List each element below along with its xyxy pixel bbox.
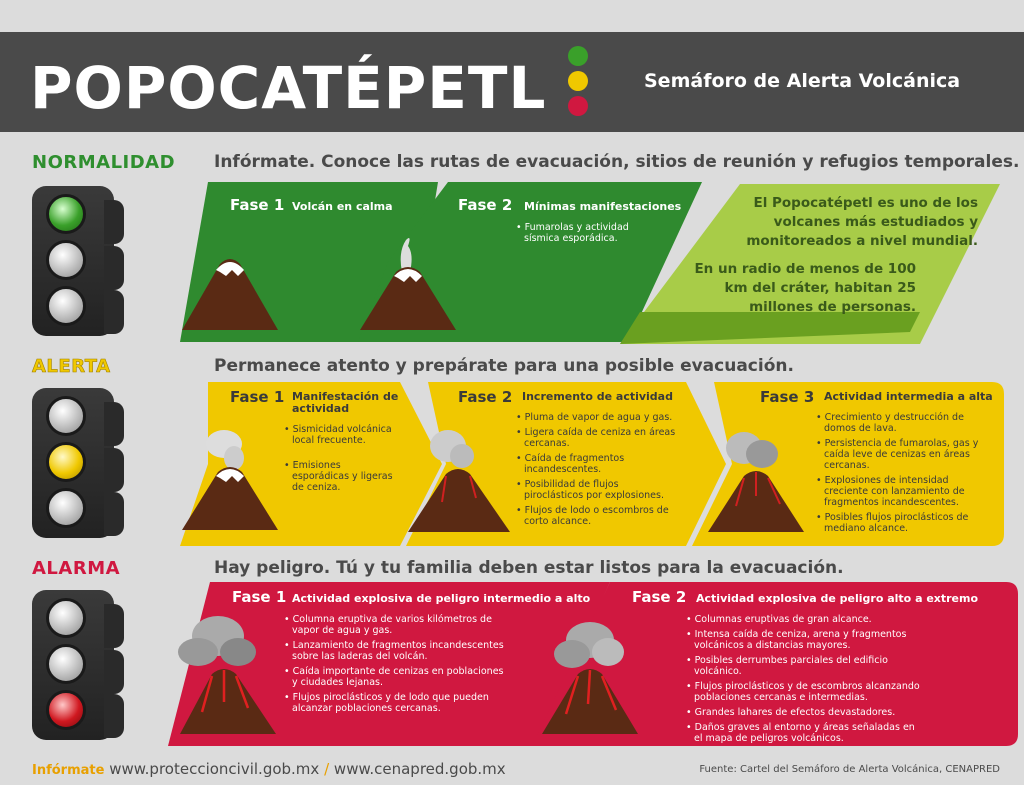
list-item: • Columnas eruptivas de gran alcance. [686, 614, 922, 625]
list-item: • Posibles derrumbes parciales del edificio volcánico. [686, 655, 922, 677]
yellow-dot-icon [568, 71, 588, 91]
list-item: • Grandes lahares de efectos devastadores. [686, 707, 922, 718]
normalidad-headline: Infórmate. Conoce las rutas de evacuación, sitios de reunión y refugios temporales. [214, 152, 1020, 172]
light-on-icon [46, 442, 86, 482]
red-dot-icon [568, 96, 588, 116]
phase-label: Fase 1 [230, 196, 285, 214]
info-text-2: En un radio de menos de 100 km del cráter, habitan 25 millones de personas. [694, 261, 916, 315]
phase-title: Manifestación de actividad [292, 390, 399, 415]
footer-separator: / [324, 760, 330, 778]
phase-title: Volcán en calma [292, 200, 393, 213]
bullet-list [516, 412, 676, 531]
list-item: • Flujos piroclásticos y de lodo que pueden alcanzar poblaciones cercanas. [284, 692, 504, 714]
footer-link-cenapred[interactable]: www.cenapred.gob.mx [333, 760, 506, 778]
volcano-plume-icon [406, 422, 512, 534]
alerta-fase3-card [692, 382, 1004, 546]
alerta-headline: Permanece atento y prepárate para una posible evacuación. [214, 356, 794, 376]
phase-title: Actividad explosiva de peligro alto a extremo [696, 592, 979, 605]
alarma-headline: Hay peligro. Tú y tu familia deben estar listos para la evacuación. [214, 558, 844, 578]
phase-title: Incremento de actividad [522, 390, 673, 403]
list-item: • Caída importante de cenizas en poblaciones y ciudades lejanas. [284, 666, 504, 688]
traffic-light-red-icon [32, 590, 114, 740]
list-item: • Emisiones esporádicas y ligeras de ceniza. [284, 460, 394, 493]
page-subtitle: Semáforo de Alerta Volcánica [644, 70, 961, 92]
list-item: • Crecimiento y destrucción de domos de lava. [816, 412, 984, 434]
light-on-icon [46, 194, 86, 234]
phase-title: Actividad explosiva de peligro intermedio a alto [292, 592, 591, 605]
phase-label: Fase 1 [230, 388, 285, 406]
bullet-list [284, 614, 504, 718]
level-normalidad-label: NORMALIDAD [32, 152, 176, 173]
list-item: • Sismicidad volcánica local frecuente. [284, 424, 394, 446]
light-off-icon [46, 240, 86, 280]
light-off-icon [46, 598, 86, 638]
bullet-list [686, 614, 922, 748]
volcano-eruption-icon [168, 612, 280, 736]
list-item: • Daños graves al entorno y áreas señaladas en el mapa de peligros volcánicos. [686, 722, 922, 744]
info-text-1: El Popocatépetl es uno de los volcanes más estudiados y monitoreados a nivel mundial. [746, 195, 978, 249]
bullet-list [816, 412, 984, 538]
volcano-major-eruption-icon [538, 618, 642, 736]
green-dot-icon [568, 46, 588, 66]
list-item: • Posibles flujos piroclásticos de mediano alcance. [816, 512, 984, 534]
light-off-icon [46, 644, 86, 684]
light-off-icon [46, 396, 86, 436]
level-alarma-label: ALARMA [32, 558, 121, 579]
alerta-fase2-card [406, 382, 726, 546]
footer-informate: Infórmate [32, 763, 105, 778]
bullet-list [284, 424, 394, 497]
volcano-explosion-icon [706, 426, 806, 534]
traffic-light-icon [568, 46, 588, 121]
footer-source: Fuente: Cartel del Semáforo de Alerta Volcánica, CENAPRED [699, 764, 1000, 775]
light-off-icon [46, 286, 86, 326]
list-item: • Explosiones de intensidad creciente con lanzamiento de fragmentos incandescentes. [816, 475, 984, 508]
light-on-icon [46, 690, 86, 730]
list-item: • Posibilidad de flujos piroclásticos por explosiones. [516, 479, 676, 501]
phase-label: Fase 3 [760, 388, 815, 406]
list-item: • Pluma de vapor de agua y gas. [516, 412, 676, 423]
list-item: • Flujos de lodo o escombros de corto alcance. [516, 505, 676, 527]
alarma-fase2-card [532, 582, 1018, 746]
list-item: • Persistencia de fumarolas, gas y caída leve de cenizas en áreas cercanas. [816, 438, 984, 471]
phase-label: Fase 1 [232, 588, 287, 606]
list-item: • Fumarolas y actividad sísmica esporádica. [516, 222, 646, 244]
list-item: • Ligera caída de ceniza en áreas cercanas. [516, 427, 676, 449]
header-banner [0, 32, 1024, 132]
list-item: • Intensa caída de ceniza, arena y fragmentos volcánicos a distancias mayores. [686, 629, 922, 651]
list-item: • Caída de fragmentos incandescentes. [516, 453, 676, 475]
list-item: • Flujos piroclásticos y de escombros alcanzando poblaciones cercanas e intermedias. [686, 681, 922, 703]
traffic-light-green-icon [32, 186, 114, 336]
list-item: • Columna eruptiva de varios kilómetros de vapor de agua y gas. [284, 614, 504, 636]
page-title: POPOCATÉPETL [30, 54, 547, 122]
light-off-icon [46, 488, 86, 528]
phase-title: Actividad intermedia a alta [824, 390, 993, 403]
volcano-fumarole-icon [358, 232, 458, 332]
footer-link-proteccioncivil[interactable]: www.proteccioncivil.gob.mx [109, 760, 320, 778]
phase-label: Fase 2 [458, 196, 513, 214]
phase-title: Mínimas manifestaciones [524, 200, 682, 213]
alerta-fase1-card [180, 382, 442, 546]
phase-label: Fase 2 [458, 388, 513, 406]
phase-label: Fase 2 [632, 588, 687, 606]
info-panel [620, 184, 1000, 344]
list-item: • Lanzamiento de fragmentos incandescentes sobre las laderas del volcán. [284, 640, 504, 662]
volcano-calm-icon [180, 252, 280, 332]
volcano-ash-icon [180, 422, 280, 532]
footer-links [32, 760, 506, 778]
level-alerta-label: ALERTA [32, 356, 111, 377]
traffic-light-yellow-icon [32, 388, 114, 538]
